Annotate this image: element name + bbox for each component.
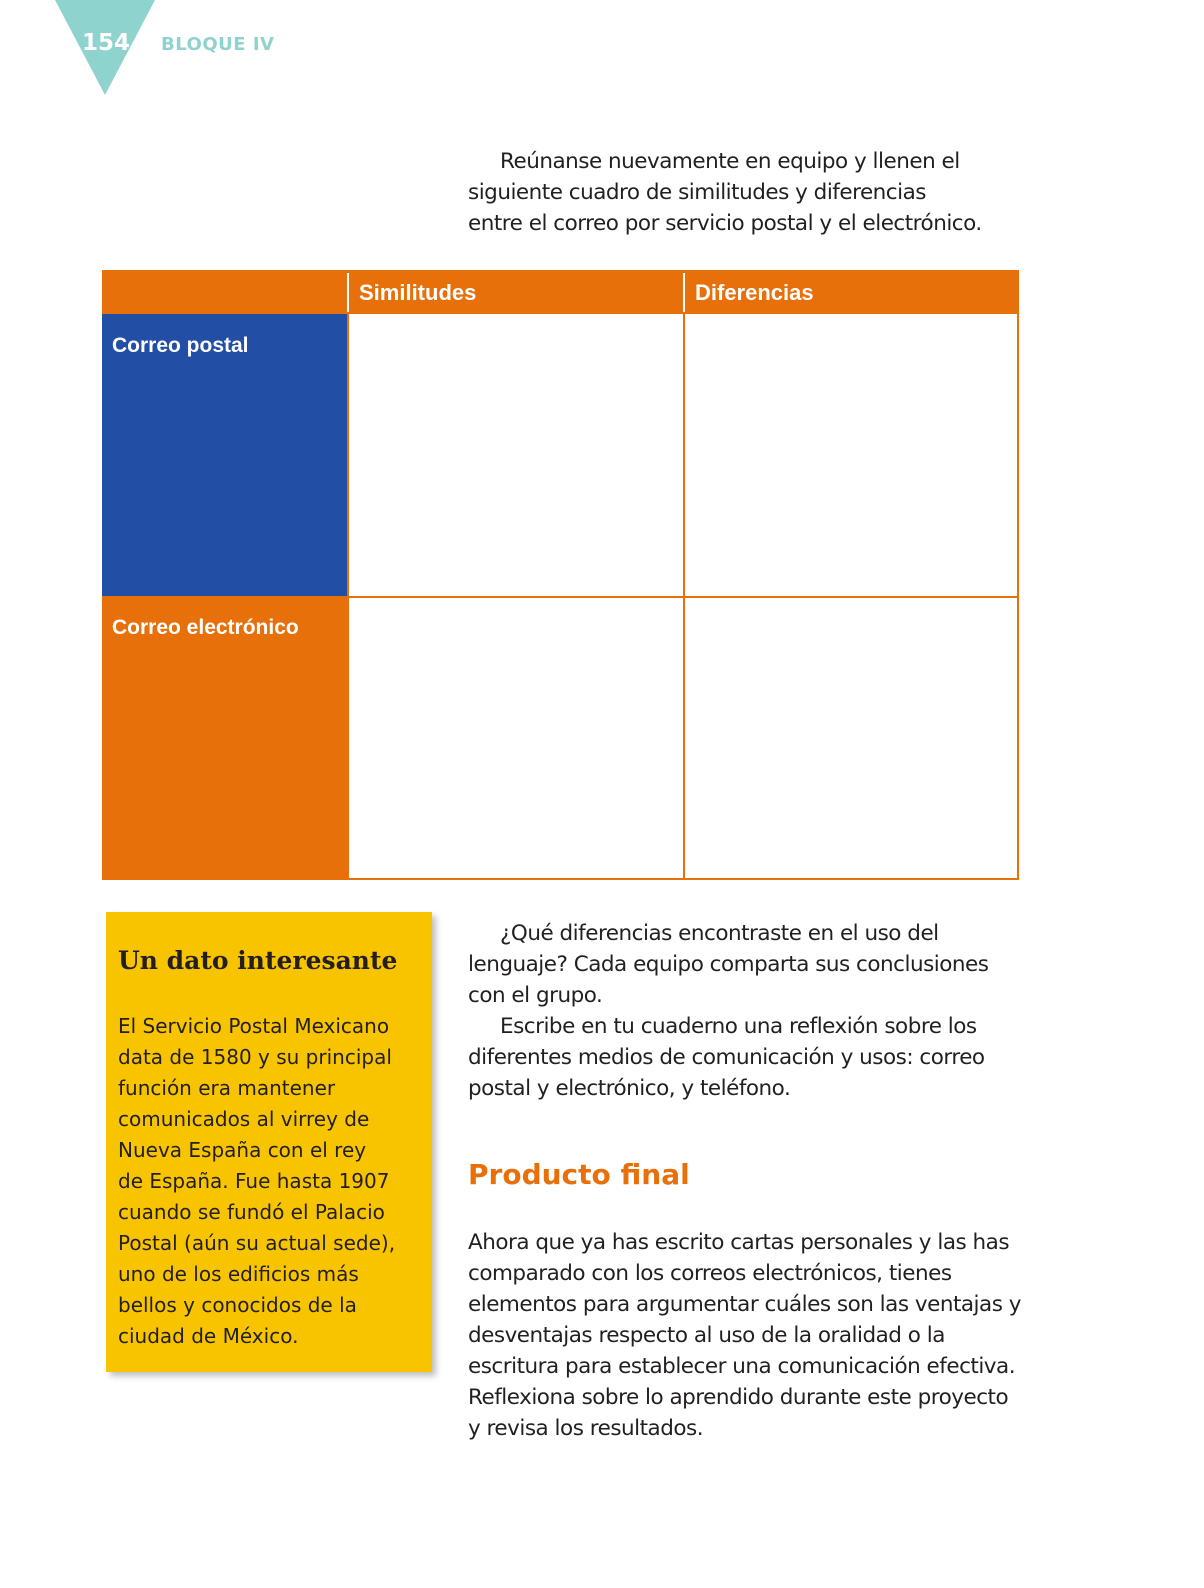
question-line: lenguaje? Cada equipo comparta sus conclusiones (468, 952, 989, 977)
question-line: postal y electrónico, y teléfono. (468, 1076, 791, 1101)
question-line: Escribe en tu cuaderno una reflexión sobre los (500, 1014, 977, 1039)
question-line: con el grupo. (468, 983, 603, 1008)
header-diferencias-label: Diferencias (695, 280, 814, 305)
final-product-paragraph (468, 1227, 1028, 1444)
intro-line: Reúnanse nuevamente en equipo y llenen el (500, 149, 960, 174)
question-line: diferentes medios de comunicación y usos: correo (468, 1045, 985, 1070)
fact-line: función era mantener (118, 1076, 336, 1100)
final-line: desventajas respecto al uso de la oralidad o la (468, 1323, 945, 1348)
row-label-correo-electronico (102, 596, 348, 880)
header-similitudes-label: Similitudes (359, 280, 477, 305)
questions-paragraph (468, 918, 1028, 1104)
final-line: elementos para argumentar cuáles son las ventajas y (468, 1292, 1021, 1317)
fact-line: Nueva España con el rey (118, 1138, 367, 1162)
section-title-producto-final: Producto final (468, 1158, 690, 1191)
final-line: y revisa los resultados. (468, 1416, 704, 1441)
fact-line: Postal (aún su actual sede), (118, 1231, 396, 1255)
header-similitudes (349, 270, 683, 314)
fact-line: cuando se fundó el Palacio (118, 1200, 385, 1224)
row-label-correo-postal (102, 314, 348, 596)
fact-line: uno de los edificios más (118, 1262, 359, 1286)
fact-line: ciudad de México. (118, 1324, 299, 1348)
fact-line: comunicados al virrey de (118, 1107, 370, 1131)
intro-line: entre el correo por servicio postal y el electrónico. (468, 211, 982, 236)
question-line: ¿Qué diferencias encontraste en el uso del (500, 921, 939, 946)
final-line: comparado con los correos electrónicos, tienes (468, 1261, 952, 1286)
final-line: Ahora que ya has escrito cartas personales y las has (468, 1230, 1010, 1255)
intro-paragraph (468, 146, 1028, 239)
fact-line: El Servicio Postal Mexicano (118, 1014, 390, 1038)
fact-box-text (118, 1011, 428, 1352)
row-label-text: Correo electrónico (112, 616, 299, 639)
fact-box-title: Un dato interesante (118, 946, 398, 975)
fact-line: data de 1580 y su principal (118, 1045, 392, 1069)
fact-line: bellos y conocidos de la (118, 1293, 357, 1317)
cell-electronico-similitudes[interactable] (347, 596, 685, 880)
cell-postal-diferencias[interactable] (683, 312, 1019, 598)
final-line: Reflexiona sobre lo aprendido durante este proyecto (468, 1385, 1009, 1410)
page-number: 154 (82, 30, 131, 56)
intro-line: siguiente cuadro de similitudes y diferencias (468, 180, 926, 205)
row-label-text: Correo postal (112, 334, 249, 357)
fact-box (106, 912, 432, 1372)
cell-electronico-diferencias[interactable] (683, 596, 1019, 880)
comparison-table (102, 270, 1019, 880)
final-line: escritura para establecer una comunicación efectiva. (468, 1354, 1016, 1379)
header-diferencias (685, 270, 1019, 314)
block-label: BLOQUE IV (161, 34, 275, 55)
cell-postal-similitudes[interactable] (347, 312, 685, 598)
fact-line: de España. Fue hasta 1907 (118, 1169, 390, 1193)
